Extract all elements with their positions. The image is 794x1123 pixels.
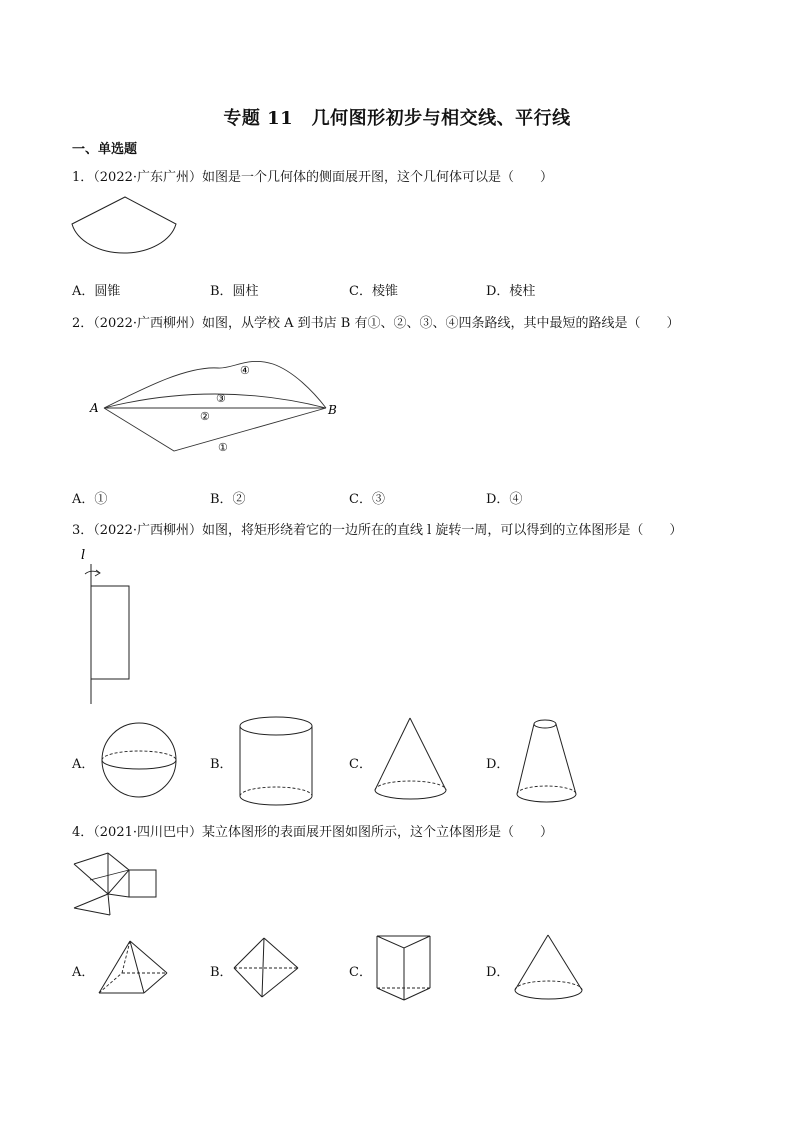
cylinder-option-figure [236,714,316,810]
square-pyramid-option-figure [94,938,174,998]
point-a-label: A [90,401,99,415]
question-2-option-b[interactable]: B．② [210,492,246,507]
route-4-label: ④ [240,364,250,377]
route-3-label: ③ [216,392,226,405]
question-3-option-c[interactable]: C． [349,757,372,772]
question-3-rectangle-figure [76,546,136,706]
question-1-figure [70,194,180,264]
sphere-option-figure [100,722,180,802]
question-3-text: 3．（2022·广西柳州）如图，将矩形绕着它的一边所在的直线 l 旋转一周，可以得到的立体图形是（ ） [72,523,683,538]
question-2-option-a[interactable]: A．① [72,492,108,507]
question-4-option-d[interactable]: D． [486,965,510,980]
question-1-option-d[interactable]: D．棱柱 [486,284,536,299]
triangular-prism-option-figure [374,932,434,1002]
route-1-label: ① [218,441,228,454]
question-2-option-d[interactable]: D．④ [486,492,523,507]
question-1-text: 1．（2022·广东广州）如图是一个几何体的侧面展开图，这个几何体可以是（ ） [72,170,553,185]
question-4-option-b[interactable]: B． [210,965,233,980]
route-1-path [104,408,326,451]
question-3-option-d[interactable]: D． [486,757,510,772]
question-1-option-b[interactable]: B．圆柱 [210,284,259,299]
route-3-path [104,394,326,408]
question-4-option-c[interactable]: C． [349,965,372,980]
question-2-route-figure [88,356,350,460]
axis-label: l [81,548,86,563]
page-title: 专题 11 几何图形初步与相交线、平行线 [223,108,571,129]
question-3-option-b[interactable]: B． [210,757,233,772]
question-4-option-a[interactable]: A． [72,965,95,980]
question-1-option-a[interactable]: A．圆锥 [72,284,121,299]
question-1-option-c[interactable]: C．棱锥 [349,284,398,299]
point-b-label: B [328,403,337,417]
question-4-net-figure [72,850,162,916]
question-3-option-a[interactable]: A． [72,757,95,772]
tetrahedron-option-figure [232,936,302,1000]
frustum-option-figure [514,716,584,808]
question-2-text: 2．（2022·广西柳州）如图，从学校 A 到书店 B 有①、②、③、④四条路线，其中最短的路线是（ ） [72,316,680,331]
route-2-label: ② [200,410,210,423]
cone-option-figure-2 [512,933,588,1003]
rectangle-shape [91,586,129,679]
cone-option-figure [372,716,452,806]
question-2-option-c[interactable]: C．③ [349,492,385,507]
section-heading: 一、单选题 [72,142,138,157]
question-4-text: 4．（2021·四川巴中）某立体图形的表面展开图如图所示，这个立体图形是（ ） [72,825,553,840]
